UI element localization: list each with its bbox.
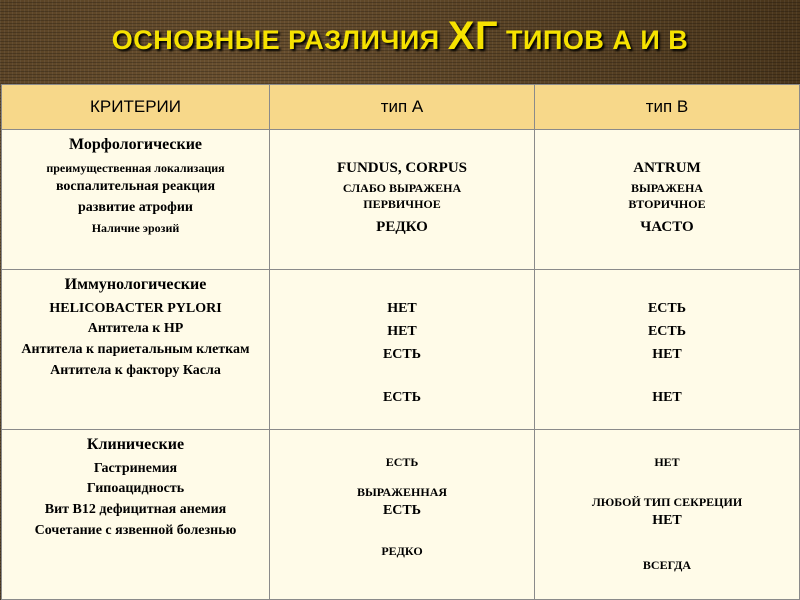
- criterion: HELICOBACTER PYLORI: [49, 300, 222, 316]
- header-type-b: тип В: [535, 85, 800, 130]
- value: РЕДКО: [376, 218, 428, 235]
- value: ЕСТЬ: [647, 323, 687, 339]
- criteria-cell-immunological: [2, 270, 270, 430]
- value: НЕТ: [652, 513, 682, 529]
- value: ЕСТЬ: [382, 389, 422, 405]
- value: СЛАБО ВЫРАЖЕНА: [342, 181, 462, 196]
- value: НЕТ: [652, 389, 682, 405]
- title-part-3: ТИПОВ А И В: [498, 25, 689, 55]
- type-b-cell-clinical: [535, 430, 800, 600]
- section-heading: Клинические: [86, 436, 185, 453]
- value: НЕТ: [387, 323, 417, 339]
- value: ВСЕГДА: [642, 558, 692, 573]
- value: ANTRUM: [633, 160, 701, 176]
- slide-title: [0, 14, 800, 59]
- value: ЧАСТО: [640, 218, 694, 235]
- criterion: Гастринемия: [93, 460, 178, 476]
- criterion: Вит В12 дефицитная анемия: [44, 502, 227, 518]
- title-part-1: ОСНОВНЫЕ РАЗЛИЧИЯ: [111, 25, 448, 55]
- criteria-cell-clinical: [2, 430, 270, 600]
- table-row-clinical: [2, 430, 800, 600]
- table-row-morphological: [2, 130, 800, 270]
- criterion: Антитела к париетальным клеткам: [21, 342, 250, 358]
- value: ВТОРИЧНОЕ: [628, 197, 706, 212]
- value: НЕТ: [654, 455, 680, 469]
- title-part-2: ХГ: [447, 14, 499, 58]
- criterion: преимущественная локализация: [46, 160, 225, 175]
- type-a-cell-morphological: [270, 130, 535, 270]
- table-header-row: [2, 85, 800, 130]
- header-type-a: тип А: [270, 85, 535, 130]
- criterion: Антитела к НР: [87, 321, 184, 337]
- type-a-cell-immunological: [270, 270, 535, 430]
- criteria-cell-morphological: [2, 130, 270, 270]
- criterion: Сочетание с язвенной болезнью: [34, 523, 237, 539]
- value: ПЕРВИЧНОЕ: [363, 197, 441, 212]
- value: ЕСТЬ: [382, 346, 422, 362]
- value: FUNDUS, CORPUS: [336, 160, 467, 176]
- comparison-table: [1, 84, 800, 600]
- type-b-cell-immunological: [535, 270, 800, 430]
- criterion: Наличие эрозий: [91, 220, 180, 235]
- value: НЕТ: [387, 301, 417, 316]
- header-criteria: КРИТЕРИИ: [2, 85, 270, 130]
- value: РЕДКО: [381, 544, 423, 559]
- section-heading: Иммунологические: [64, 276, 207, 293]
- value: ВЫРАЖЕНА: [630, 181, 704, 196]
- value: ЕСТЬ: [385, 455, 419, 469]
- criterion: воспалительная реакция: [55, 178, 216, 194]
- value: ЛЮБОЙ ТИП СЕКРЕЦИИ: [591, 495, 743, 510]
- value: ЕСТЬ: [647, 301, 687, 316]
- type-a-cell-clinical: [270, 430, 535, 600]
- criterion: Гипоацидность: [86, 481, 185, 497]
- value: ВЫРАЖЕННАЯ: [356, 485, 448, 500]
- value: ЕСТЬ: [382, 503, 422, 519]
- criterion: развитие атрофии: [78, 199, 193, 215]
- type-b-cell-morphological: [535, 130, 800, 270]
- table-row-immunological: [2, 270, 800, 430]
- section-heading: Морфологические: [68, 136, 203, 153]
- value: НЕТ: [652, 346, 682, 362]
- criterion: Антитела к фактору Касла: [50, 363, 221, 379]
